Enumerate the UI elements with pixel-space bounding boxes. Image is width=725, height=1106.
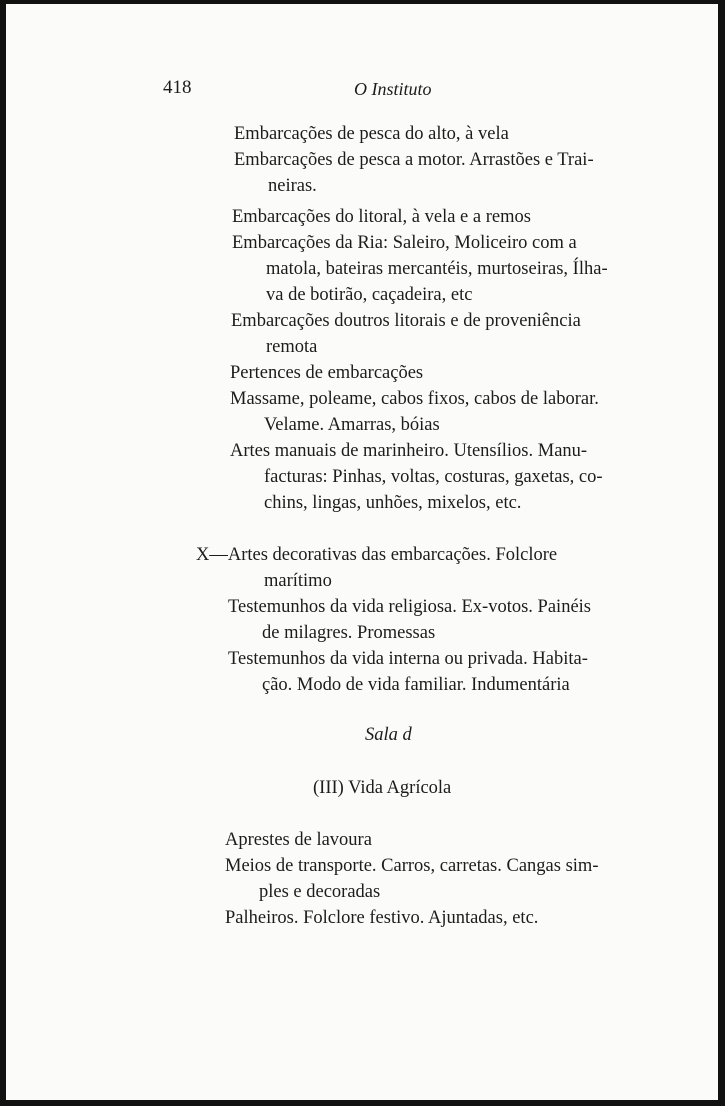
text-line: Embarcações do litoral, à vela e a remos [232, 207, 531, 227]
text-line: Velame. Amarras, bóias [264, 415, 440, 435]
text-line: Embarcações da Ria: Saleiro, Moliceiro com a [232, 233, 577, 253]
text-line: Aprestes de lavoura [225, 830, 372, 850]
text-line: Embarcações de pesca do alto, à vela [234, 124, 509, 144]
text-line: Embarcações de pesca a motor. Arrastões e Trai- [234, 150, 594, 170]
text-line: chins, lingas, unhões, mixelos, etc. [264, 493, 522, 513]
section-title: (III) Vida Agrícola [313, 778, 452, 798]
page-number: 418 [163, 77, 192, 98]
text-line: Testemunhos da vida interna ou privada. Habita- [228, 649, 588, 669]
running-title: O Instituto [354, 79, 432, 99]
text-line: ples e decoradas [259, 882, 381, 902]
text-line: Palheiros. Folclore festivo. Ajuntadas, etc. [225, 908, 539, 928]
text-line: remota [266, 337, 318, 357]
text-line: Embarcações doutros litorais e de proveniência [231, 311, 581, 331]
text-line: va de botirão, caçadeira, etc [266, 285, 473, 305]
text-line: facturas: Pinhas, voltas, costuras, gaxetas, co- [264, 467, 603, 487]
text-line: Pertences de embarcações [230, 363, 424, 383]
text-line: ção. Modo de vida familiar. Indumentária [262, 675, 570, 695]
text-line: Massame, poleame, cabos fixos, cabos de laborar. [230, 389, 599, 409]
text-line: matola, bateiras mercantéis, murtoseiras, Ílha- [266, 259, 608, 279]
text-line: de milagres. Promessas [262, 623, 436, 643]
text-line: Artes manuais de marinheiro. Utensílios. Manu- [230, 441, 588, 461]
page-header [6, 77, 718, 107]
text-line: Meios de transporte. Carros, carretas. Cangas sim- [225, 856, 599, 876]
section-heading: X—Artes decorativas das embarcações. Folclore [196, 545, 558, 565]
room-heading: Sala d [365, 725, 412, 745]
text-line: marítimo [264, 571, 332, 591]
text-line: neiras. [268, 176, 317, 196]
text-line: Testemunhos da vida religiosa. Ex-votos. Painéis [228, 597, 591, 617]
book-page [6, 4, 718, 1100]
